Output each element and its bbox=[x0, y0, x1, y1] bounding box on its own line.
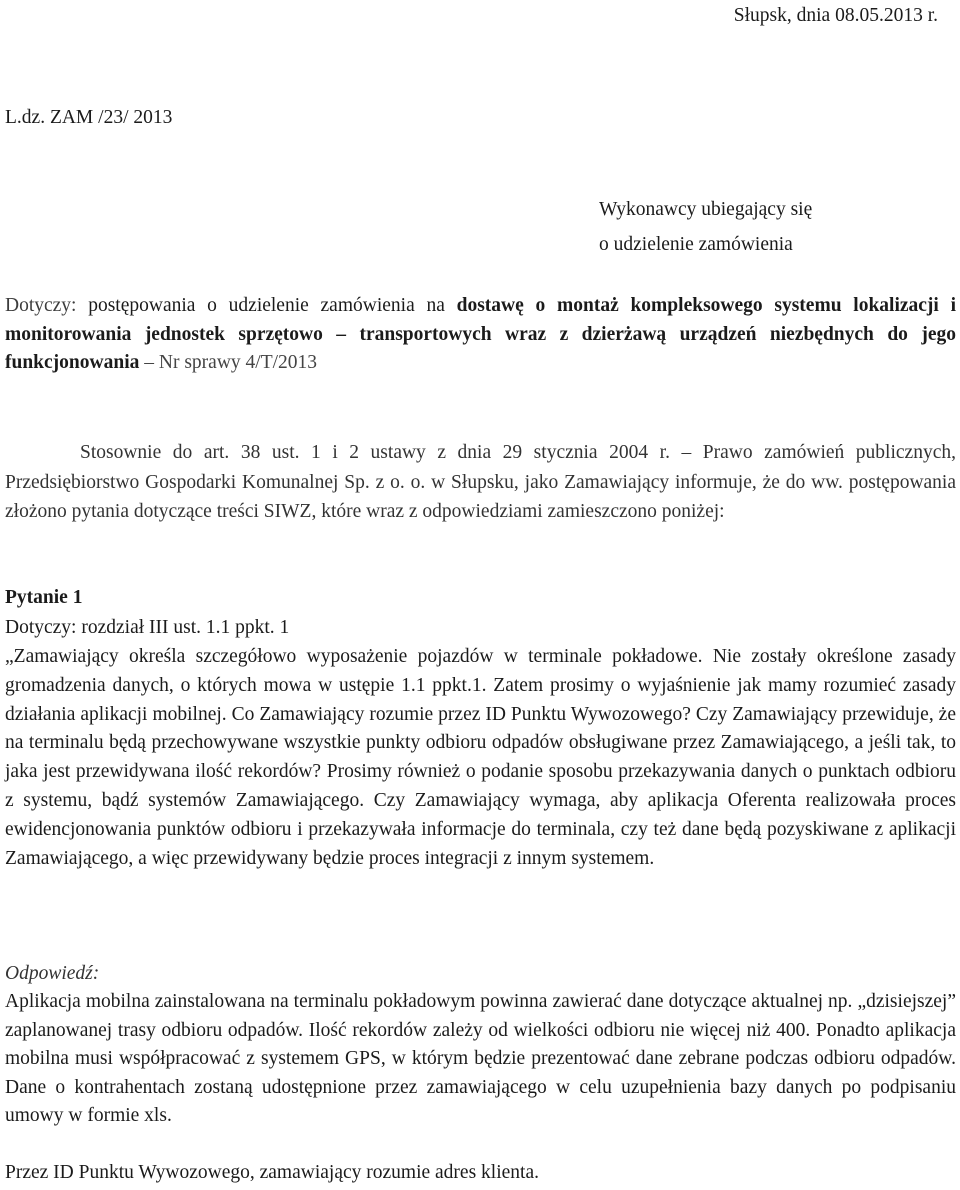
question-body: „Zamawiający określa szczegółowo wyposażenie pojazdów w terminale pokładowe. Nie zostały określone zasady gromadzenia danych, o których mowa w ustępie 1.1 ppkt.1. Zatem prosimy o wyjaśnienie jak mamy rozumieć zasady działania aplikacji mobilnej. Co Zamawiający rozumie przez ID Punktu Wywozowego? Czy Zamawiający przewiduje, że na terminalu będą przechowywane wszystkie punkty odbioru odpadów obsługiwane przez Zamawiającego, a jeśli tak, to jaka jest przewidywana ilość rekordów? Prosimy również o podanie sposobu przekazywania danych o punktach odbioru z systemu, bądź systemów Zamawiającego. Czy Zamawiający wymaga, aby aplikacja Oferenta realizowała proces ewidencjonowania punktów odbioru i przekazywała informacje do terminala, czy też dane będą pozyskiwane z aplikacji Zamawiającego, a więc przewidywany będzie proces integracji z innym systemem. bbox=[5, 646, 956, 869]
case-number: – Nr sprawy 4/T/2013 bbox=[144, 352, 318, 373]
place-date: Słupsk, dnia 08.05.2013 r. bbox=[733, 5, 938, 26]
question-reference: Dotyczy: rozdział III ust. 1.1 ppkt. 1 bbox=[5, 617, 290, 638]
subject-paragraph bbox=[5, 292, 956, 378]
subject-label: Dotyczy: bbox=[5, 295, 77, 316]
reference-number: L.dz. ZAM /23/ 2013 bbox=[5, 107, 173, 128]
answer-last-line: Przez ID Punktu Wywozowego, zamawiający rozumie adres klienta. bbox=[5, 1162, 539, 1183]
subject-intro-text: postępowania o udzielenie zamówienia na bbox=[88, 295, 445, 316]
answer-body: Aplikacja mobilna zainstalowana na terminalu pokładowym powinna zawierać dane dotyczące aktualnej np. „dzisiejszej” zaplanowanej trasy odbioru odpadów. Ilość rekordów zależy od wielkości odbioru nie więcej niż 400. Ponadto aplikacja mobilna musi współpracować z systemem GPS, w którym będzie prezentować dane zebrane podczas odbioru odpadów. Dane o kontrahentach zostaną udostępnione przez zamawiającego w celu uzupełnienia bazy danych po podpisaniu umowy w formie xls. bbox=[5, 991, 956, 1127]
subject-topic: dostawę o montaż kompleksowego systemu lokalizacji i monitorowania jednostek sprzętowo – transportowych wraz z dzierżawą urządzeń niezbędnych do jego funkcjonowania bbox=[5, 295, 956, 373]
intro-paragraph: Stosownie do art. 38 ust. 1 i 2 ustawy z dnia 29 stycznia 2004 r. – Prawo zamówień publicznych, Przedsiębiorstwo Gospodarki Komunalnej Sp. z o. o. w Słupsku, jako Zamawiający informuje, że do ww. postępowania złożono pytania dotyczące treści SIWZ, które wraz z odpowiedziami zamieszczono poniżej: bbox=[5, 442, 956, 522]
addressee-line-1: Wykonawcy ubiegający się bbox=[599, 199, 813, 220]
addressee-line-2: o udzielenie zamówienia bbox=[599, 234, 793, 255]
addressee bbox=[599, 192, 812, 262]
answer-label: Odpowiedź: bbox=[5, 963, 100, 984]
question-title: Pytanie 1 bbox=[5, 587, 83, 608]
